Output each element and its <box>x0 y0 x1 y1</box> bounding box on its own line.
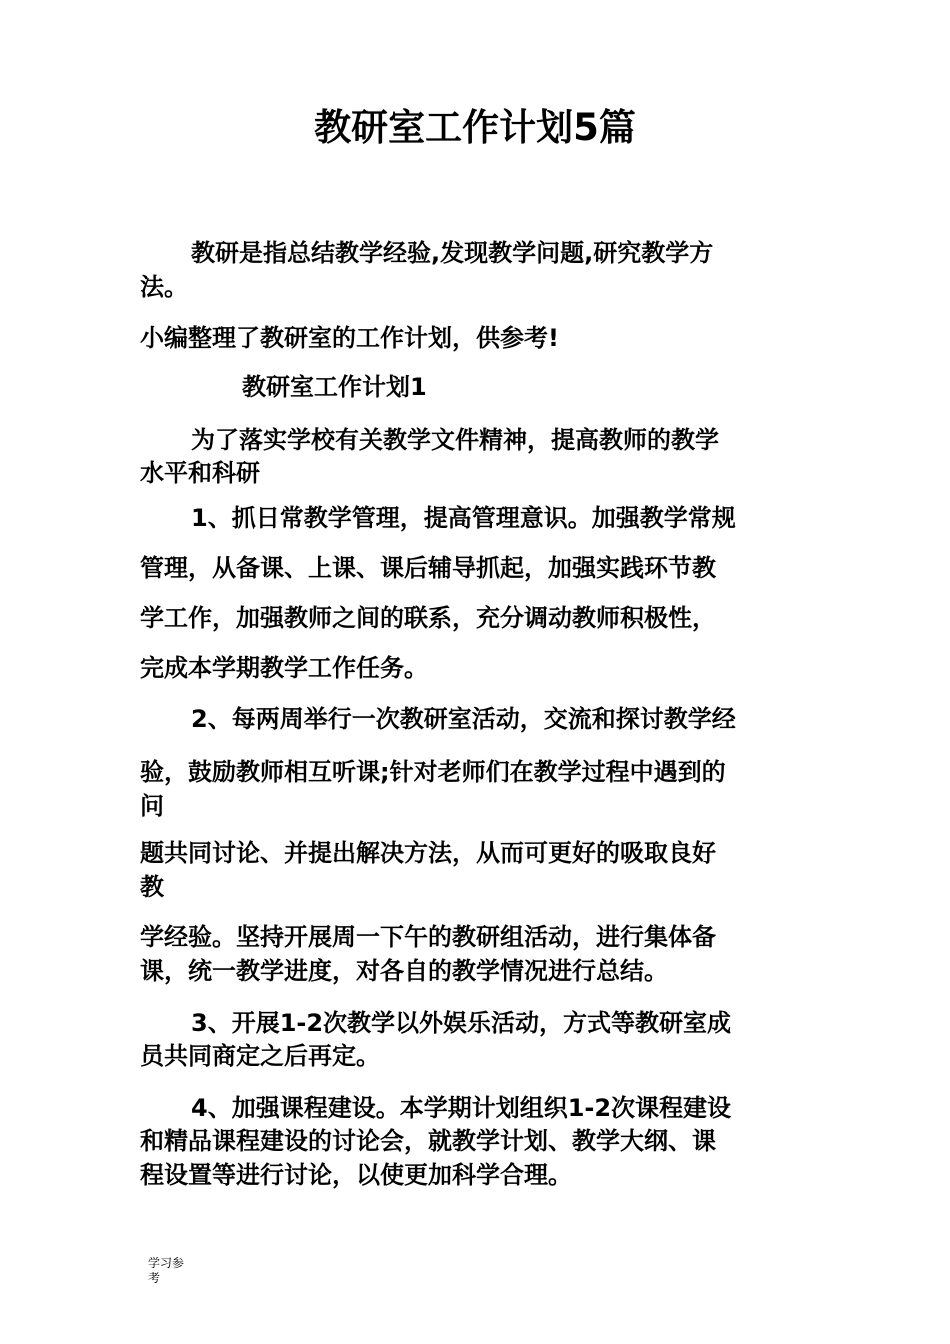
paragraph-line: 为了落实学校有关教学文件精神，提高教师的教学 <box>191 426 719 454</box>
paragraph-line: 员共同商定之后再定。 <box>140 1042 380 1070</box>
paragraph-line: 学工作，加强教师之间的联系，充分调动教师积极性， <box>140 604 716 632</box>
paragraph-line: 小编整理了教研室的工作计划，供参考! <box>140 324 559 352</box>
paragraph-line: 水平和科研 <box>140 459 260 487</box>
paragraph-line: 3、开展1-2次教学以外娱乐活动，方式等教研室成 <box>191 1009 732 1037</box>
paragraph-line: 学经验。坚持开展周一下午的教研组活动，进行集体备 <box>140 923 716 951</box>
paragraph-line: 和精品课程建设的讨论会，就教学计划、教学大纲、课 <box>140 1127 716 1155</box>
paragraph-line: 完成本学期教学工作任务。 <box>140 654 428 682</box>
paragraph-line: 1、抓日常教学管理，提高管理意识。加强教学常规 <box>191 504 736 532</box>
footer-text: 考 <box>148 1271 161 1285</box>
paragraph-line: 管理，从备课、上课、课后辅导抓起，加强实践环节教 <box>140 554 716 582</box>
section-heading: 教研室工作计划1 <box>242 373 427 401</box>
page-footer <box>148 1256 184 1286</box>
paragraph-line: 题共同讨论、并提出解决方法，从而可更好的吸取良好 <box>140 839 716 867</box>
paragraph-line: 课，统一教学进度，对各自的教学情况进行总结。 <box>140 957 668 985</box>
paragraph-line: 2、每两周举行一次教研室活动，交流和探讨教学经 <box>191 705 736 733</box>
document-title: 教研室工作计划5篇 <box>314 106 636 149</box>
paragraph-line: 4、加强课程建设。本学期计划组织1-2次课程建设 <box>191 1094 732 1122</box>
paragraph-line: 教研是指总结教学经验,发现教学问题,研究教学方 <box>191 239 714 267</box>
paragraph-line: 教 <box>140 873 164 901</box>
paragraph-line: 验，鼓励教师相互听课;针对老师们在教学过程中遇到的 <box>140 758 726 786</box>
paragraph-line: 程设置等进行讨论，以使更加科学合理。 <box>140 1161 572 1189</box>
paragraph-line: 问 <box>140 792 164 820</box>
footer-text: 学习参 <box>148 1256 185 1270</box>
paragraph-line: 法。 <box>140 273 188 301</box>
